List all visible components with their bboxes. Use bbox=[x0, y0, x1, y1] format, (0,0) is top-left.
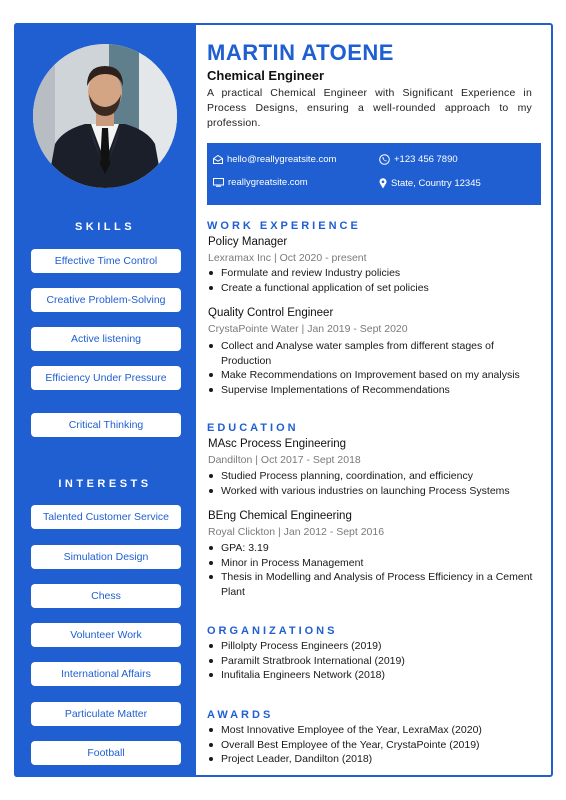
interest-pill: Football bbox=[31, 741, 181, 765]
job-entry-title: Policy Manager bbox=[208, 236, 288, 248]
website-text: reallygreatsite.com bbox=[228, 177, 308, 188]
degree-entry-title: MAsc Process Engineering bbox=[208, 438, 347, 450]
phone-icon bbox=[379, 154, 390, 165]
contact-email[interactable] bbox=[213, 154, 336, 165]
awards-list bbox=[208, 723, 543, 767]
skill-pill: Effective Time Control bbox=[31, 249, 181, 273]
interest-pill: Particulate Matter bbox=[31, 702, 181, 726]
degree-entry-title: BEng Chemical Engineering bbox=[208, 510, 352, 522]
interest-pill: International Affairs bbox=[31, 662, 181, 686]
degree-entry-bullets bbox=[208, 469, 543, 498]
organizations-list bbox=[208, 639, 543, 683]
organizations-heading: ORGANIZATIONS bbox=[207, 625, 338, 637]
monitor-icon bbox=[213, 178, 224, 187]
email-text: hello@reallygreatsite.com bbox=[227, 154, 337, 165]
list-item: Inufitalia Engineers Network (2018) bbox=[208, 668, 543, 683]
skill-pill: Critical Thinking bbox=[31, 413, 181, 437]
list-item: Paramilt Stratbrook International (2019) bbox=[208, 654, 543, 669]
degree-entry-meta: Royal Clickton | Jan 2012 - Sept 2016 bbox=[208, 526, 385, 538]
list-item: Worked with various industries on launching Process Systems bbox=[208, 484, 543, 499]
skills-heading: SKILLS bbox=[74, 221, 136, 233]
work-experience-heading: WORK EXPERIENCE bbox=[207, 220, 361, 232]
list-item: Create a functional application of set policies bbox=[208, 281, 543, 296]
person-portrait-icon bbox=[33, 44, 177, 188]
envelope-icon bbox=[213, 155, 223, 164]
location-pin-icon bbox=[379, 178, 387, 189]
list-item: Supervise Implementations of Recommendations bbox=[208, 383, 543, 398]
job-entry-meta: Lexramax Inc | Oct 2020 - present bbox=[208, 252, 367, 264]
job-entry-bullets bbox=[208, 266, 543, 295]
education-heading: EDUCATION bbox=[207, 422, 299, 434]
interest-pill: Volunteer Work bbox=[31, 623, 181, 647]
list-item: Collect and Analyse water samples from different stages of Production bbox=[208, 339, 543, 368]
interest-pill: Simulation Design bbox=[31, 545, 181, 569]
list-item: Thesis in Modelling and Analysis of Process Efficiency in a Cement Plant bbox=[208, 570, 543, 599]
awards-heading: AWARDS bbox=[207, 709, 274, 721]
job-entry-meta: CrystaPointe Water | Jan 2019 - Sept 2020 bbox=[208, 323, 408, 335]
phone-text: +123 456 7890 bbox=[394, 154, 458, 165]
interest-pill: Chess bbox=[31, 584, 181, 608]
contact-website[interactable] bbox=[213, 177, 308, 188]
interest-pill: Talented Customer Service bbox=[31, 505, 181, 529]
job-title: Chemical Engineer bbox=[207, 68, 325, 83]
list-item: Make Recommendations on Improvement based on my analysis bbox=[208, 368, 543, 383]
list-item: GPA: 3.19 bbox=[208, 541, 543, 556]
profile-summary: A practical Chemical Engineer with Significant Experience in Process Designs, ensuring a well-rounded approach to my profession. bbox=[207, 87, 532, 129]
degree-entry-meta: Dandilton | Oct 2017 - Sept 2018 bbox=[208, 454, 361, 466]
interests-heading: INTERESTS bbox=[58, 478, 152, 490]
list-item: Most Innovative Employee of the Year, LexraMax (2020) bbox=[208, 723, 543, 738]
list-item: Project Leader, Dandilton (2018) bbox=[208, 752, 543, 767]
job-entry-title: Quality Control Engineer bbox=[208, 307, 334, 319]
location-text: State, Country 12345 bbox=[391, 178, 481, 189]
skill-pill: Creative Problem-Solving bbox=[31, 288, 181, 312]
profile-photo bbox=[33, 44, 177, 188]
job-entry-bullets bbox=[208, 339, 543, 398]
contact-box bbox=[207, 143, 541, 205]
contact-phone[interactable] bbox=[379, 154, 458, 165]
skill-pill: Efficiency Under Pressure bbox=[31, 366, 181, 390]
list-item: Formulate and review Industry policies bbox=[208, 266, 543, 281]
list-item: Overall Best Employee of the Year, CrystaPointe (2019) bbox=[208, 738, 543, 753]
list-item: Studied Process planning, coordination, and efficiency bbox=[208, 469, 543, 484]
degree-entry-bullets bbox=[208, 541, 543, 600]
skill-pill: Active listening bbox=[31, 327, 181, 351]
candidate-name: MARTIN ATOENE bbox=[207, 40, 394, 65]
list-item: Minor in Process Management bbox=[208, 556, 543, 571]
list-item: Pillolpty Process Engineers (2019) bbox=[208, 639, 543, 654]
contact-location bbox=[379, 178, 481, 189]
